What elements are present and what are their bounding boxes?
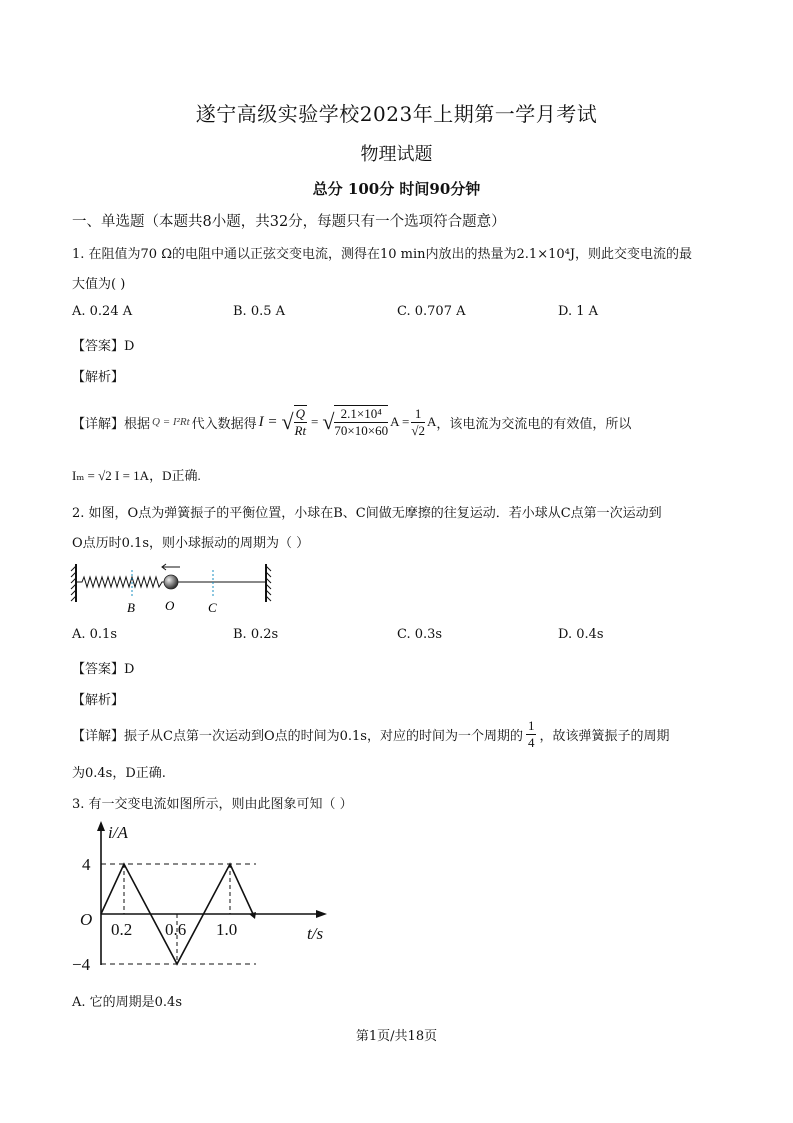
- label-c: C: [208, 600, 217, 615]
- q1-sqrt1-den: Rt: [294, 423, 307, 438]
- q1-sqrt2-num: 2.1×10⁴: [334, 406, 388, 423]
- q2-frac-num: 1: [527, 717, 535, 733]
- q1-result-num: 1: [411, 406, 425, 423]
- x-axis-arrow: [316, 910, 327, 918]
- unit-a-1: A =: [390, 414, 410, 429]
- q1-option-d: D. 1 A: [558, 304, 599, 319]
- y-tick-plus4: 4: [82, 855, 91, 874]
- q2-detail-part1: 【详解】振子从C点第一次运动到O点的时间为0.1s，对应的时间为一个周期的: [72, 728, 523, 744]
- x-axis-label: t/s: [307, 924, 324, 943]
- q1-option-a: A. 0.24 A: [72, 304, 133, 319]
- q1-detail-line2: Iₘ = √2 I = 1A，D正确.: [72, 468, 201, 483]
- q2-detail-frac: [526, 718, 537, 751]
- q2-analysis-label: 【解析】: [72, 693, 125, 708]
- q2-detail-line2: 为0.4s，D正确.: [72, 766, 166, 781]
- q1-detail-mid: 代入数据得: [191, 416, 257, 432]
- section-heading: 一、单选题（本题共8小题，共32分，每题只有一个选项符合题意）: [72, 214, 506, 230]
- q3-stem: 3. 有一交变电流如图所示，则由此图象可知（ ）: [72, 797, 353, 812]
- q1-detail: [72, 398, 631, 446]
- equals-sign: =: [310, 414, 319, 429]
- y-tick-minus4: −4: [72, 955, 91, 974]
- q1-sqrt1-frac: [294, 405, 307, 439]
- q1-analysis-label: 【解析】: [72, 370, 125, 385]
- x-tick-10: 1.0: [216, 920, 238, 939]
- q1-result-den: √2: [411, 422, 425, 438]
- subject-title: 物理试题: [360, 144, 433, 165]
- q1-sqrt2-frac: [334, 405, 388, 439]
- label-o: O: [165, 598, 175, 613]
- q2-stem-line1: 2. 如图，O点为弹簧振子的平衡位置，小球在B、C间做无摩擦的往复运动．若小球从C点第一次运动到: [72, 506, 662, 521]
- q1-stem-line2: 大值为( ): [72, 277, 126, 292]
- q1-answer: 【答案】D: [72, 339, 135, 354]
- q2-option-d: D. 0.4s: [558, 627, 604, 642]
- q1-result-frac: [411, 406, 425, 439]
- q2-detail-part2: ，故该弹簧振子的周期: [539, 728, 670, 744]
- x-tick-06: 0.6: [165, 920, 187, 939]
- waveform-arrow: [249, 912, 256, 919]
- q1-sqrt2-den: 70×10×60: [334, 423, 389, 438]
- unit-a-2: A: [426, 414, 437, 429]
- score-time: 总分 100分 时间90分钟: [312, 180, 481, 198]
- q2-option-b: B. 0.2s: [233, 627, 279, 642]
- spring: [76, 577, 166, 587]
- q3-option-a: A. 它的周期是0.4s: [72, 995, 182, 1010]
- current-time-graph: [70, 815, 340, 975]
- x-tick-02: 0.2: [111, 920, 133, 939]
- q1-stem-line1: 1. 在阻值为70 Ω的电阻中通以正弦交变电流，测得在10 min内放出的热量为2.1×10⁴J，则此交变电流的最: [72, 247, 693, 262]
- q1-formula-joule: Q = I²Rt: [152, 416, 190, 428]
- q1-detail-prefix: 【详解】根据: [72, 416, 151, 432]
- origin-label: O: [80, 910, 93, 929]
- label-b: B: [127, 600, 135, 615]
- sqrt-sign-1: √: [281, 409, 294, 434]
- q2-option-c: C. 0.3s: [397, 627, 443, 642]
- q2-stem-line2: O点历时0.1s，则小球振动的周期为（ ）: [72, 536, 310, 551]
- spring-oscillator-figure: [70, 562, 280, 618]
- school-title: 遂宁高级实验学校2023年上期第一学月考试: [195, 102, 598, 126]
- q1-option-c: C. 0.707 A: [397, 304, 466, 319]
- q1-detail-suffix: ，该电流为交流电的有效值，所以: [436, 416, 632, 432]
- y-axis-arrow: [97, 821, 105, 831]
- ball: [164, 575, 178, 589]
- sqrt-sign-2: √: [322, 409, 335, 434]
- q2-answer: 【答案】D: [72, 662, 135, 677]
- page-footer: 第1页/共18页: [355, 1029, 438, 1044]
- q1-formula-i: I =: [258, 413, 278, 430]
- q1-sqrt1-num: Q: [295, 406, 305, 421]
- q2-frac-den: 4: [527, 734, 535, 750]
- q2-detail: [72, 716, 669, 752]
- q2-option-a: A. 0.1s: [72, 627, 117, 642]
- q1-option-b: B. 0.5 A: [233, 304, 286, 319]
- y-axis-label: i/A: [108, 823, 128, 842]
